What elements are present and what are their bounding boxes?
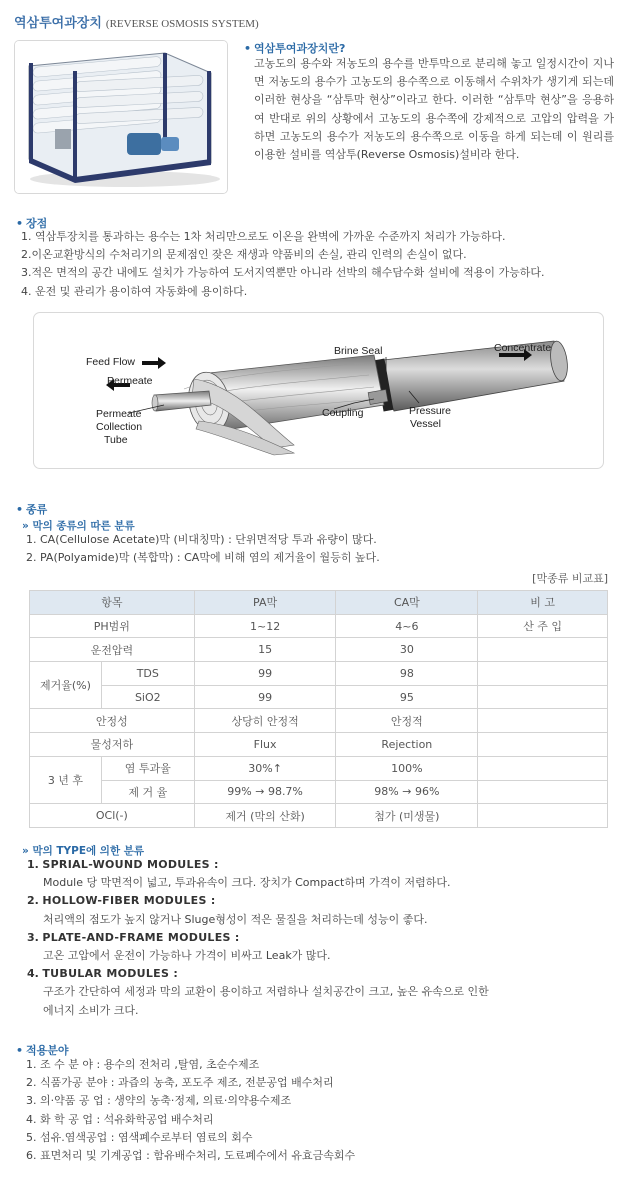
table-caption: [막종류 비교표] (532, 572, 608, 585)
table-row: 3 년 후 염 투과율 30%↑ 100% (30, 756, 608, 780)
table-header: PA막 (194, 591, 336, 615)
module-desc: 처리액의 점도가 높지 않거나 Sluge형성이 적은 물질을 처리하는데 성능이 좋다. (43, 912, 428, 926)
module-desc: 고온 고압에서 운전이 가능하나 가격이 비싸고 Leak가 많다. (43, 948, 331, 962)
bullet-dot-icon: • (16, 503, 24, 516)
advantages-list (21, 228, 545, 301)
module-title-row: 2. HOLLOW-FIBER MODULES : (27, 894, 216, 908)
table-header-row (30, 591, 608, 615)
spiral-wound-diagram-svg (34, 313, 603, 468)
list-item: 3. 의·약품 공 업 : 생약의 농축·정제, 의료·의약용수제조 (26, 1094, 292, 1108)
module-type-list (27, 856, 489, 1020)
list-item: 1. 역삼투장치를 통과하는 용수는 1차 처리만으로도 이온을 완벽에 가까운 수준까지 처리가 가능하다. (21, 230, 506, 243)
module-type-heading: » 막의 TYPE에 의한 분류 (22, 845, 145, 857)
feed-flow-arrow-icon (142, 357, 166, 369)
page-title-korean: 역삼투여과장치 (14, 16, 102, 31)
intro-paragraph: 고농도의 용수와 저농도의 용수를 반투막으로 분리해 놓고 일정시간이 지나면 저농도의 용수가 고농도의 용수쪽으로 이동해서 수위차가 생기게 되는데 이러한 현상을 “삼투막 현상”이라고 한다. 이러한 “삼투막 현상”을 응용하여 반대로 위의 상황에서 고농도의 용수쪽에 강제적으로 고압의 압력을 가하면 고농도의 용수가 저농도의 용수쪽으로 이동을 하게 되는데 이 원리를 이용한 설비를 역삼투(Reverse Osmosis)설비라 한다. (254, 57, 614, 162)
label-permeate-collection-2: Collection (96, 421, 143, 433)
table-row: 제 거 율 99% → 98.7% 98% → 96% (30, 780, 608, 804)
intro-heading: • 역삼투여과장치란? (244, 42, 346, 55)
membrane-type-list (26, 531, 380, 567)
bullet-dot-icon: • (16, 217, 24, 230)
module-title-row: 4. TUBULAR MODULES : (27, 967, 179, 981)
list-item: 2. PA(Polyamide)막 (복합막) : CA막에 비해 염의 제거율이 월등히 높다. (26, 551, 380, 565)
list-item: 2.이온교환방식의 수처리기의 문제점인 잦은 재생과 약품비의 손실, 관리 인력의 손실이 없다. (21, 248, 467, 262)
list-item: 6. 표면처리 및 기계공업 : 함유배수처리, 도료폐수에서 유효금속회수 (26, 1148, 356, 1162)
list-item: 1. CA(Cellulose Acetate)막 (비대칭막) : 단위면적당 투과 유량이 많다. (26, 533, 377, 546)
module-title-row: 3. PLATE-AND-FRAME MODULES : (27, 930, 240, 944)
label-permeate-collection-1: Permeate (96, 408, 142, 420)
label-pressure-vessel-1: Pressure (409, 405, 452, 417)
table-row: 운전압력 15 30 (30, 638, 608, 662)
advantages-heading: • 장점 (16, 217, 48, 230)
ro-system-photo (14, 40, 228, 194)
module-desc: 구조가 간단하여 세정과 막의 교환이 용이하고 저렴하나 설치공간이 크고, 높은 유속으로 인한 (43, 985, 489, 999)
table-header: CA막 (336, 591, 478, 615)
label-brine-seal: Brine Seal (334, 345, 383, 357)
table-row: 물성저하 Flux Rejection (30, 733, 608, 757)
bullet-dot-icon: • (244, 42, 252, 55)
label-coupling: Coupling (322, 407, 364, 419)
list-item: 1. 조 수 분 야 : 용수의 전처리 ,탈염, 초순수제조 (26, 1058, 260, 1071)
ro-system-illustration (15, 41, 227, 193)
applications-list (26, 1056, 355, 1165)
label-concentrate: Concentrate (494, 342, 552, 354)
label-permeate-collection-3: Tube (104, 434, 128, 446)
label-permeate: Permeate (107, 375, 153, 387)
ro-membrane-diagram (33, 312, 604, 469)
module-desc: 에너지 소비가 크다. (43, 1003, 139, 1017)
list-item: 5. 섬유.염색공업 : 염색폐수로부터 염료의 회수 (26, 1130, 253, 1144)
list-item: 2. 식품가공 분야 : 과즙의 농축, 포도주 제조, 전분공업 배수처리 (26, 1076, 334, 1090)
table-header: 비 고 (478, 591, 608, 615)
table-row: SiO2 99 95 (30, 685, 608, 709)
label-feed-flow: Feed Flow (86, 356, 136, 368)
table-row: OCl(-) 제거 (막의 산화) 첨가 (미생물) (30, 804, 608, 828)
label-pressure-vessel-2: Vessel (410, 418, 441, 430)
list-item: 4. 운전 및 관리가 용이하여 자동화에 용이하다. (21, 284, 248, 298)
page-title (14, 12, 259, 31)
module-desc: Module 당 막면적이 넓고, 투과유속이 크다. 장치가 Compact하며 가격이 저렴하다. (43, 876, 451, 890)
table-row: 안정성 상당히 안정적 안정적 (30, 709, 608, 733)
membrane-comparison-table (29, 590, 608, 828)
module-title-row: 1. SPRIAL-WOUND MODULES : (27, 858, 219, 871)
applications-heading: • 적용분야 (16, 1044, 69, 1057)
bullet-dot-icon: • (16, 1044, 24, 1057)
membrane-type-heading: » 막의 종류의 따른 분류 (22, 520, 135, 532)
page-subtitle: (REVERSE OSMOSIS SYSTEM) (105, 18, 259, 30)
table-row: 제거율(%) TDS 99 98 (30, 662, 608, 686)
table-row: PH범위 1~12 4~6 산 주 입 (30, 614, 608, 638)
table-header: 항목 (30, 591, 195, 615)
list-item: 3.적은 면적의 공간 내에도 설치가 가능하여 도서지역뿐만 아니라 선박의 해수담수화 설비에 적용이 가능하다. (21, 266, 545, 280)
list-item: 4. 화 학 공 업 : 석유화학공업 배수처리 (26, 1112, 214, 1126)
types-heading: • 종류 (16, 503, 48, 516)
